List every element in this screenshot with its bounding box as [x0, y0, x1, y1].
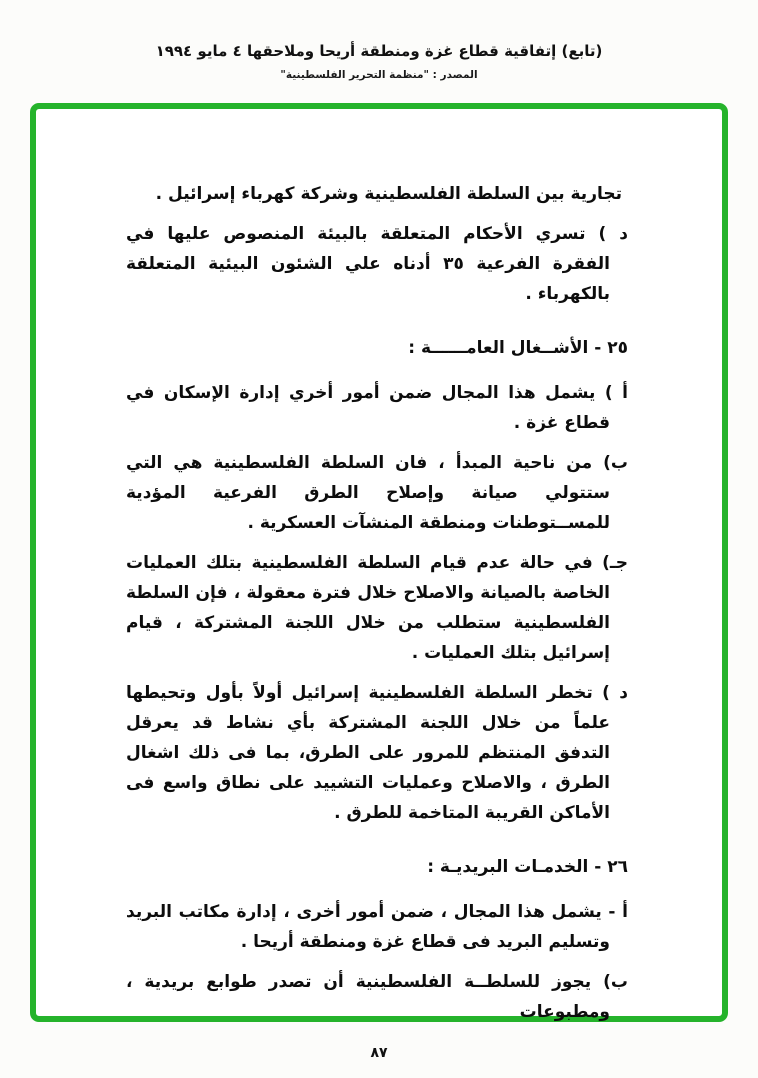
document-content — [126, 179, 628, 1037]
clause-j-joint-committee: جـ) في حالة عدم قيام السلطة الفلسطينية بتلك العمليات الخاصة بالصيانة والاصلاح خلال فترة معقولة ، فإن السلطة الفلسطينية ستطلب من خلال اللجنة المشتركة ، قيام إسرائيل بتلك العمليات . — [126, 553, 628, 663]
section-heading-26-postal-services: ٢٦ - الخدمـات البريديـة : — [427, 857, 628, 877]
clause-a-post-offices: أ - يشمل هذا المجال ، ضمن أمور أخرى ، إدارة مكاتب البريد وتسليم البريد فى قطاع غزة ومنطقة أريحا . — [126, 902, 628, 952]
clause-d-electricity: د ) تسري الأحكام المتعلقة بالبيئة المنصوص عليها في الفقرة الفرعية ٣٥ أدناه علي الشئون البيئية المتعلقة بالكهرباء . — [126, 224, 628, 304]
section-heading-25-public-works: ٢٥ - الأشــغال العامــــــة : — [408, 338, 628, 358]
document-title: (تابع) إتفاقية قطاع غزة ومنطقة أريحا وملاحقها ٤ مايو ١٩٩٤ — [155, 42, 603, 60]
document-frame — [30, 103, 728, 1022]
page-header — [0, 42, 758, 81]
clause-b-roads-maintenance: ب) من ناحية المبدأ ، فان السلطة الفلسطينية هي التي ستتولي صيانة وإصلاح الطرق الفرعية المؤدية للمســتوطنات ومنطقة المنشآت العسكرية . — [126, 453, 628, 533]
document-source: المصدر : "منظمة التحرير الفلسطينية" — [280, 69, 478, 81]
page-number: ٨٧ — [370, 1045, 388, 1061]
clause-d-notification: د ) تخطر السلطة الفلسطينية إسرائيل أولاً بأول وتحيطها علماً من خلال اللجنة المشتركة بأي نشاط قد يعرقل التدفق المنتظم للمرور على الطرق، بما فى ذلك اشغال الطرق ، والاصلاح وعمليات التشييد على نطاق واسع فى الأماكن القريبة المتاخمة للطرق . — [126, 683, 628, 823]
paragraph-continuation: تجارية بين السلطة الفلسطينية وشركة كهرباء إسرائيل . — [155, 184, 622, 204]
clause-b-postage-stamps: ب) يجوز للسلطــة الفلسطينية أن تصدر طوابع بريدية ، ومطبوعات — [126, 972, 628, 1022]
clause-a-housing: أ ) يشمل هذا المجال ضمن أمور أخري إدارة الإسكان في قطاع غزة . — [126, 383, 628, 433]
